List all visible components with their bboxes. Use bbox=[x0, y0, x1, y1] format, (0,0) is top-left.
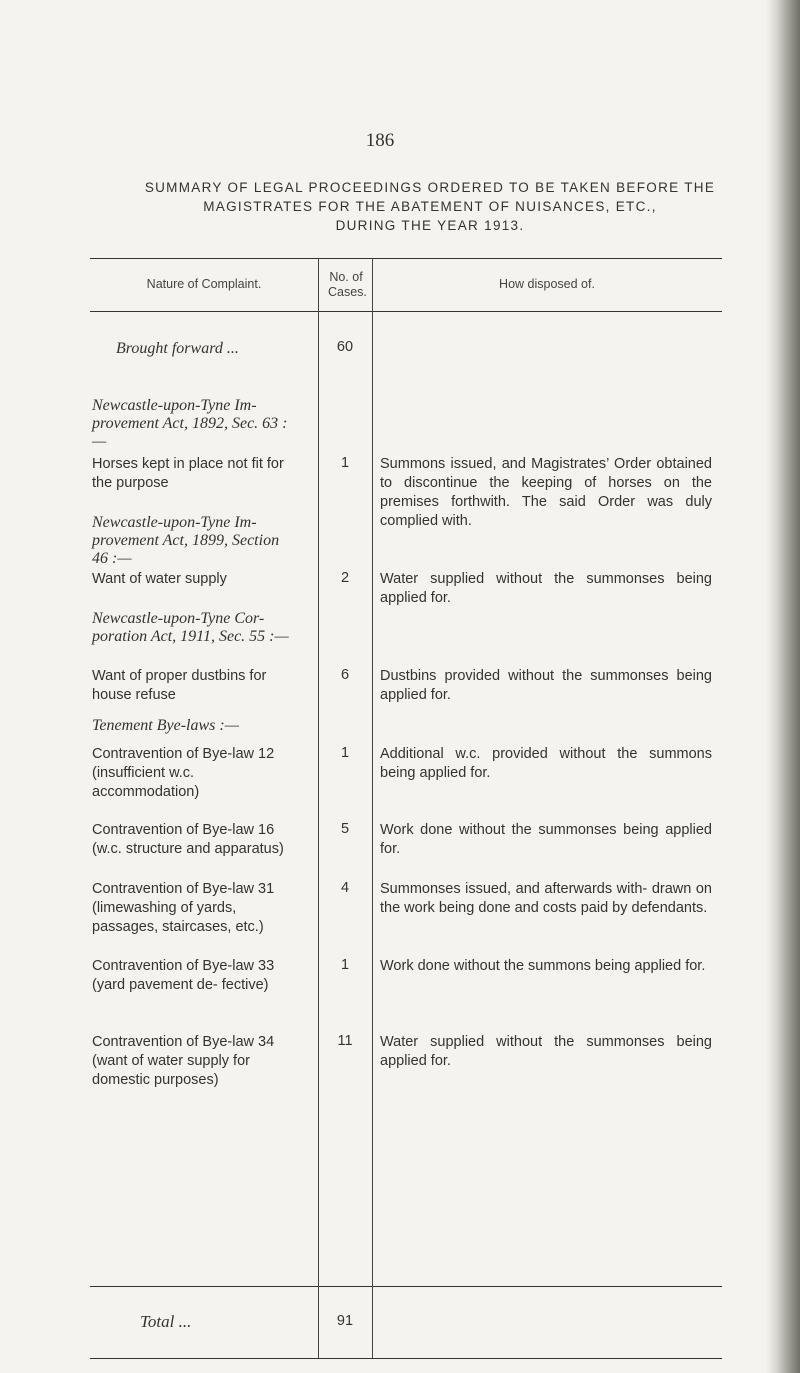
brought-forward-label: Brought forward ... bbox=[116, 340, 239, 357]
title-line-2: MAGISTRATES FOR THE ABATEMENT OF NUISANCES, ETC., bbox=[203, 199, 657, 214]
bye-law-12-disposed: Additional w.c. provided without the summons being applied for. bbox=[380, 746, 712, 781]
bye-law-34-disposed: Water supplied without the summonses being applied for. bbox=[380, 1034, 712, 1069]
water-label: Want of water supply bbox=[92, 571, 227, 587]
column-divider-2 bbox=[372, 258, 373, 1358]
act-1899-heading: Newcastle-upon-Tyne Im- provement Act, 1899, Section 46 :— bbox=[92, 514, 280, 567]
bye-law-16-label: Contravention of Bye-law 16 (w.c. structure and apparatus) bbox=[92, 822, 284, 857]
bye-law-33-disposed: Work done without the summons being applied for. bbox=[380, 958, 706, 974]
header-disposed: How disposed of. bbox=[499, 277, 595, 291]
table-bottom-rule bbox=[90, 1358, 722, 1359]
brought-forward-cases: 60 bbox=[336, 339, 354, 355]
total-label: Total ... bbox=[140, 1312, 192, 1331]
corporation-act-heading: Newcastle-upon-Tyne Cor- poration Act, 1911, Sec. 55 :— bbox=[92, 610, 289, 645]
bye-law-34-label: Contravention of Bye-law 34 (want of water supply for domestic purposes) bbox=[92, 1034, 275, 1088]
horses-disposed: Summons issued, and Magistrates’ Order obtained to discontinue the keeping of horses on the premises forthwith. The said Order was duly complied with. bbox=[380, 456, 712, 529]
header-cases: No. of Cases. bbox=[328, 270, 367, 299]
tenement-heading: Tenement Bye-laws :— bbox=[92, 717, 239, 734]
bye-law-12-label: Contravention of Bye-law 12 (insufficient w.c. accommodation) bbox=[92, 746, 275, 800]
dustbins-label: Want of proper dustbins for house refuse bbox=[92, 668, 267, 703]
column-divider-1 bbox=[318, 258, 319, 1358]
bye-law-31-label: Contravention of Bye-law 31 (limewashing of yards, passages, staircases, etc.) bbox=[92, 881, 275, 935]
title-line-1: SUMMARY OF LEGAL PROCEEDINGS ORDERED TO BE TAKEN BEFORE THE bbox=[144, 180, 716, 195]
bye-law-33-cases: 1 bbox=[340, 957, 350, 973]
page-edge-shadow bbox=[766, 0, 800, 1373]
horses-label: Horses kept in place not fit for the purpose bbox=[92, 456, 284, 491]
title-line-3: DURING THE YEAR 1913. bbox=[335, 218, 525, 233]
bye-law-31-cases: 4 bbox=[340, 880, 350, 896]
header-nature: Nature of Complaint. bbox=[146, 277, 262, 291]
horses-cases: 1 bbox=[340, 455, 350, 471]
dustbins-disposed: Dustbins provided without the summonses being applied for. bbox=[380, 668, 712, 703]
table-top-rule bbox=[90, 258, 722, 259]
bye-law-12-cases: 1 bbox=[340, 745, 350, 761]
bye-law-33-label: Contravention of Bye-law 33 (yard pavement de- fective) bbox=[92, 958, 275, 993]
document-title bbox=[90, 178, 770, 235]
page-number: 186 bbox=[365, 130, 395, 151]
bye-law-16-cases: 5 bbox=[340, 821, 350, 837]
bye-law-31-disposed: Summonses issued, and afterwards with- drawn on the work being done and costs paid by defendants. bbox=[380, 881, 712, 916]
header-bottom-rule bbox=[90, 311, 722, 312]
act-1892-heading: Newcastle-upon-Tyne Im- provement Act, 1892, Sec. 63 :— bbox=[92, 397, 288, 450]
total-cases: 91 bbox=[336, 1313, 354, 1329]
dustbins-cases: 6 bbox=[340, 667, 350, 683]
water-disposed: Water supplied without the summonses being applied for. bbox=[380, 571, 712, 606]
bye-law-34-cases: 11 bbox=[337, 1033, 353, 1049]
water-cases: 2 bbox=[340, 570, 350, 586]
total-top-rule bbox=[90, 1286, 722, 1287]
bye-law-16-disposed: Work done without the summonses being applied for. bbox=[380, 822, 712, 857]
